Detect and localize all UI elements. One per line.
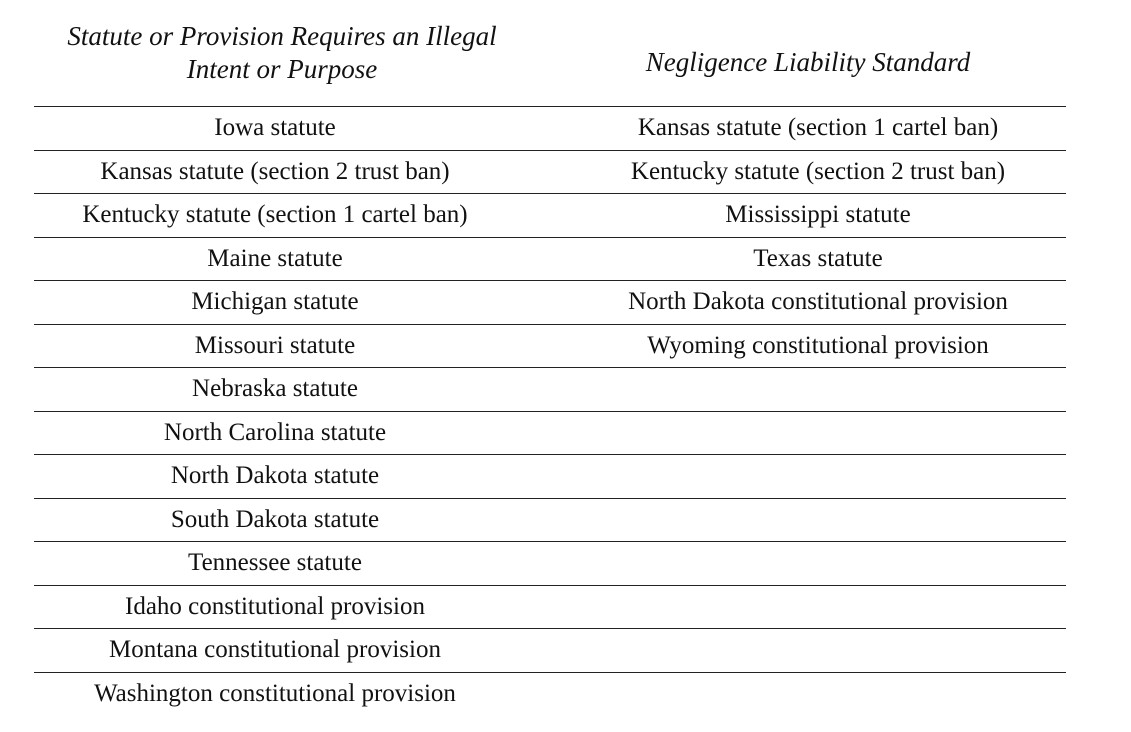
table-row (34, 498, 1066, 542)
cell-illegal-intent: Idaho constitutional provision (34, 585, 550, 629)
cell-negligence (550, 455, 1066, 499)
table-row (34, 194, 1066, 238)
table-row (34, 281, 1066, 325)
cell-negligence: Wyoming constitutional provision (550, 324, 1066, 368)
cell-negligence (550, 629, 1066, 673)
cell-negligence: Mississippi statute (550, 194, 1066, 238)
cell-illegal-intent: Montana constitutional provision (34, 629, 550, 673)
cell-illegal-intent: Tennessee statute (34, 542, 550, 586)
cell-illegal-intent: South Dakota statute (34, 498, 550, 542)
table-row (34, 150, 1066, 194)
cell-negligence (550, 498, 1066, 542)
cell-negligence (550, 542, 1066, 586)
table-row (34, 237, 1066, 281)
table-row (34, 629, 1066, 673)
cell-illegal-intent: North Carolina statute (34, 411, 550, 455)
cell-negligence: North Dakota constitutional provision (550, 281, 1066, 325)
cell-negligence (550, 672, 1066, 715)
table-row (34, 455, 1066, 499)
cell-illegal-intent: Kansas statute (section 2 trust ban) (34, 150, 550, 194)
cell-negligence: Texas statute (550, 237, 1066, 281)
liability-standards-table (34, 18, 1066, 715)
cell-illegal-intent: Washington constitutional provision (94, 679, 456, 707)
liability-standards-table-container (34, 18, 1066, 715)
table-row (34, 368, 1066, 412)
cell-illegal-intent: Iowa statute (34, 107, 550, 151)
cell-negligence (550, 411, 1066, 455)
table-row (34, 585, 1066, 629)
column-header-negligence: Negligence Liability Standard (550, 18, 1066, 107)
cell-illegal-intent: Maine statute (34, 237, 550, 281)
column-header-illegal-intent: Statute or Provision Requires an Illegal Intent or Purpose (34, 18, 550, 107)
cell-illegal-intent: Michigan statute (34, 281, 550, 325)
cell-negligence (550, 585, 1066, 629)
table-row (34, 107, 1066, 151)
cell-illegal-intent: Kentucky statute (section 1 cartel ban) (34, 194, 550, 238)
cell-illegal-intent: Missouri statute (34, 324, 550, 368)
cell-illegal-intent: North Dakota statute (34, 455, 550, 499)
cell-illegal-intent: Nebraska statute (34, 368, 550, 412)
cell-negligence: Kentucky statute (section 2 trust ban) (550, 150, 1066, 194)
table-row (34, 542, 1066, 586)
table-row (34, 411, 1066, 455)
cell-negligence (550, 368, 1066, 412)
table-row (34, 324, 1066, 368)
table-body (34, 107, 1066, 716)
cell-negligence: Kansas statute (section 1 cartel ban) (550, 107, 1066, 151)
table-header-row (34, 18, 1066, 107)
table-row (34, 672, 1066, 715)
